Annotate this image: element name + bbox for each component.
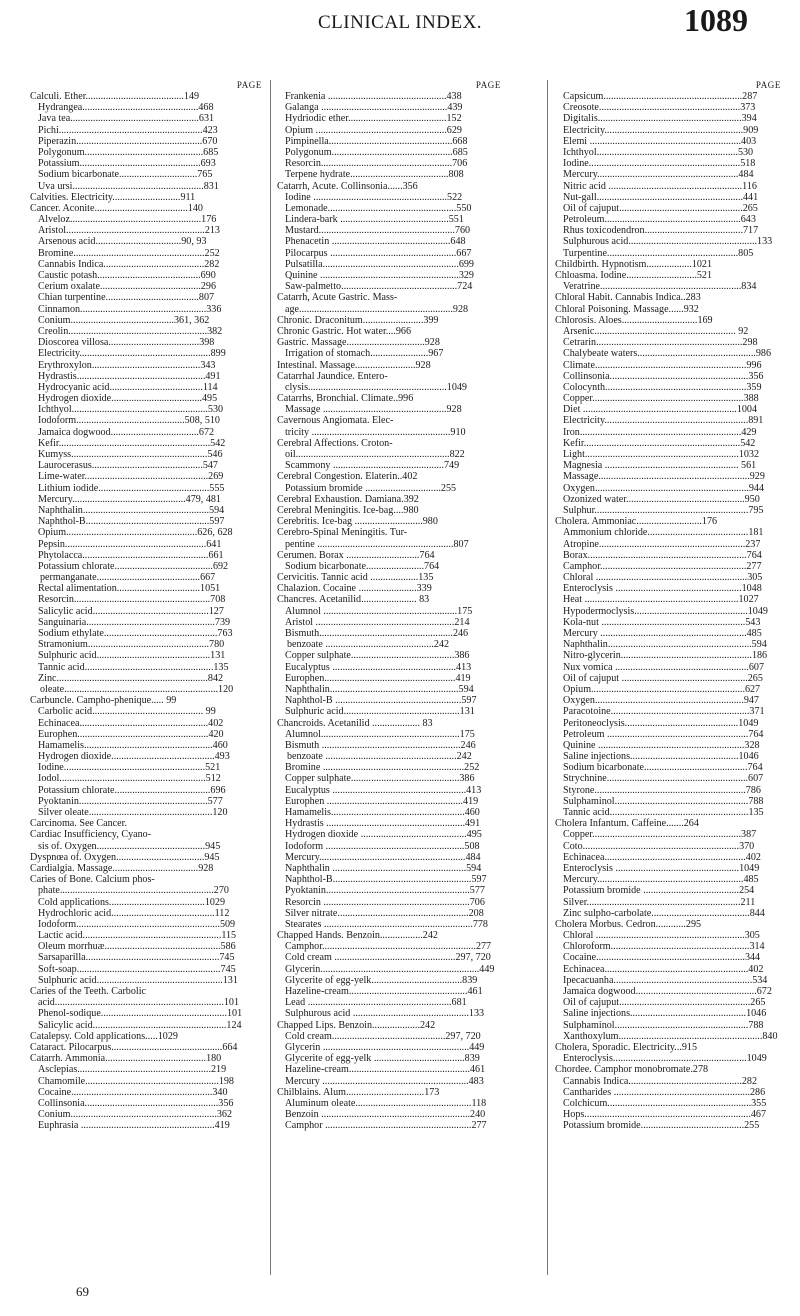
index-sub-entry: phate.............................................................270: [38, 885, 229, 897]
index-sub-entry: Pulsatilla......................................................699: [285, 258, 474, 270]
index-heading-entry: Catarrhal Jaundice. Entero-: [277, 370, 388, 382]
index-sub-entry: Copper sulphate.........................................386: [285, 650, 470, 662]
index-heading-entry: Dyspnœa of. Oxygen...................................945: [30, 851, 220, 863]
index-sub-entry: Nitro-glycerin....................................................186: [563, 650, 768, 662]
index-sub-entry: Galanga ..................................................439: [285, 102, 463, 114]
index-sub-entry: Camphor ..........................................................277: [285, 1120, 487, 1132]
index-sub-entry: Lime-water.................................................269: [38, 471, 224, 483]
index-sub-entry: Rhus toxicodendron.......................................717: [563, 225, 759, 237]
index-sub-entry: Digitalis.........................................................394: [563, 113, 757, 125]
index-sub-entry: Europhen ......................................................419: [285, 795, 479, 807]
index-sub-entry: Colocynth........................................................359: [563, 381, 762, 393]
index-sub-entry: age.............................................................928: [285, 303, 469, 315]
index-sub-entry: Camphor.............................................................277: [285, 941, 492, 953]
index-heading-entry: Chlorosis. Aloes..............................169: [555, 314, 713, 326]
index-sub-entry: Hydrangea..............................................468: [38, 102, 214, 114]
entry-list: [555, 91, 787, 1131]
index-sub-entry: oleate.............................................................120: [40, 683, 234, 695]
index-sub-entry: Arsenous acid..................................90, 93: [38, 236, 207, 248]
index-sub-entry: Hamamelis...................................................460: [38, 739, 228, 751]
index-sub-entry: Silver nitrate....................................................208: [285, 907, 484, 919]
index-sub-entry: Potassium bromide.........................................255: [563, 1120, 760, 1132]
index-sub-entry: Soft-soap.........................................................745: [38, 963, 236, 975]
index-sub-entry: Iodol..........................................................512: [38, 773, 221, 785]
index-sub-entry: Sulphuric acid.............................................131: [38, 650, 226, 662]
index-sub-entry: Hydrogen dioxide ..........................................495: [285, 829, 482, 841]
index-sub-entry: Polygonum................................................685: [285, 146, 468, 158]
index-sub-entry: Turpentine....................................................805: [563, 247, 754, 259]
index-sub-entry: Pichi.........................................................423: [38, 124, 218, 136]
index-sub-entry: Aluminum oleate..............................................118: [285, 1097, 487, 1109]
index-sub-entry: Alveloz....................................................176: [38, 214, 217, 226]
index-sub-entry: Mercury.............................................479, 481: [38, 493, 221, 505]
index-sub-entry: Iodine............................................................518: [563, 158, 756, 170]
index-sub-entry: Glycerite of egg-yelk....................................839: [285, 974, 478, 986]
index-heading-entry: Cardiac Insufficiency, Cyano-: [30, 829, 152, 841]
index-sub-entry: Electricity.........................................................891: [563, 415, 764, 427]
index-sub-entry: Saw-palmetto..............................................724: [285, 281, 473, 293]
index-heading-entry: Intestinal. Massage........................928: [277, 359, 431, 371]
index-heading-entry: Carcinoma. See Cancer.: [30, 818, 127, 830]
index-sub-entry: Camphor..........................................................277: [563, 560, 762, 572]
index-sub-entry: Naphthol-B ..................................................597: [285, 695, 477, 707]
page-number: 1089: [684, 2, 748, 38]
index-sub-entry: Silver oleate.................................................120: [38, 807, 228, 818]
index-sub-entry: Chloral ...........................................................305: [563, 930, 760, 942]
index-sub-entry: Tannic acid.......................................................135: [563, 807, 764, 818]
index-sub-entry: Sodium ethylate.............................................763: [38, 628, 233, 639]
index-sub-entry: Elemi ............................................................403: [563, 135, 757, 147]
index-sub-entry: benzoate ...........................................242: [287, 639, 450, 651]
index-sub-entry: Asclepias.....................................................219: [38, 1064, 227, 1076]
running-title: CLINICAL INDEX.: [318, 12, 483, 33]
index-sub-entry: Enteroclysis.....................................................1049: [563, 1053, 767, 1065]
index-sub-entry: Ichthyol......................................................530: [38, 404, 224, 416]
index-sub-entry: Strychnine........................................................607: [563, 773, 764, 785]
index-sub-entry: Dioscorea villosa....................................398: [38, 337, 215, 349]
page-column-label: PAGE: [755, 80, 781, 90]
index-sub-entry: Arsenic........................................................ 92: [563, 325, 749, 337]
index-heading-entry: Cancer. Aconite.....................................140: [30, 202, 203, 214]
index-sub-entry: Sulphaminol.....................................................788: [563, 1019, 764, 1031]
index-column-1: [30, 80, 268, 1131]
index-sub-entry: Massage .................................................928: [285, 404, 462, 416]
index-sub-entry: Frankenia ...............................................438: [285, 91, 462, 102]
entry-list: [30, 91, 268, 1131]
index-sub-entry: Pimpinella.................................................668: [285, 135, 468, 147]
index-heading-entry: Cavernous Angiomata. Elec-: [277, 415, 394, 427]
index-heading-entry: Cataract. Pilocarpus............................................664: [30, 1041, 238, 1053]
index-sub-entry: Hydrocyanic acid.....................................114: [38, 381, 218, 393]
index-sub-entry: Naphthalin.........................................................594: [563, 639, 767, 651]
index-sub-entry: Nitric acid .....................................................116: [563, 180, 757, 192]
index-sub-entry: Copper............................................................388: [563, 393, 759, 405]
index-sub-entry: Sanguinaria...................................................739: [38, 616, 231, 628]
index-sub-entry: Potassium................................................693: [38, 158, 216, 170]
index-sub-entry: Conium..........................................................362: [38, 1109, 233, 1121]
index-sub-entry: Naphthalin .....................................................594: [285, 862, 482, 874]
index-sub-entry: Potassium chlorate.......................................692: [38, 560, 229, 572]
index-sub-entry: Europhen....................................................420: [38, 728, 224, 740]
index-sub-entry: Enteroclysis ..................................................1048: [563, 583, 762, 595]
index-heading-entry: Cerebritis. Ice-bag ...........................980: [277, 516, 438, 528]
index-sub-entry: Polygonum...............................................685: [38, 146, 219, 158]
index-heading-entry: Chloasma. Iodine............................521: [555, 270, 713, 281]
index-sub-entry: Cantharides ......................................................286: [563, 1086, 766, 1098]
index-sub-entry: Rectal alimentation.................................1051: [38, 583, 221, 595]
index-sub-entry: Quinine ..........................................................328: [563, 739, 760, 751]
index-sub-entry: Chloroform.......................................................314: [563, 941, 765, 953]
index-heading-entry: Cholera, Sporadic. Electricity...915: [555, 1041, 698, 1053]
index-sub-entry: tricity .......................................................910: [285, 426, 466, 438]
index-sub-entry: Potassium chlorate......................................696: [38, 784, 226, 796]
index-sub-entry: Opium.............................................................627: [563, 683, 761, 695]
index-sub-entry: Sulphurous acid ..............................................133: [285, 1008, 485, 1020]
index-heading-entry: Carbuncle. Campho-phenique..... 99: [30, 695, 177, 707]
index-sub-entry: Kefir............................................................542: [38, 437, 226, 449]
index-heading-entry: Chronic Gastric. Hot water....966: [277, 325, 411, 337]
index-sub-entry: Hazeline-cream...............................................461: [285, 986, 483, 997]
index-sub-entry: Salicylic acid.....................................................124: [38, 1019, 242, 1031]
index-sub-entry: Resorcin......................................................708: [38, 594, 226, 606]
index-heading-entry: Cerumen. Borax .............................764: [277, 549, 435, 561]
index-heading-entry: Chapped Hands. Benzoin.................242: [277, 930, 438, 942]
index-heading-entry: Cervicitis. Tannic acid ...................135: [277, 572, 434, 584]
index-sub-entry: Petroleum......................................................643: [563, 214, 756, 226]
index-sub-entry: Sarsaparilla.....................................................745: [38, 952, 235, 964]
index-sub-entry: Cold applications......................................1029: [38, 896, 226, 908]
index-sub-entry: Bismuth.....................................................246: [285, 628, 469, 639]
index-sub-entry: Paracotoine.......................................................371: [563, 706, 765, 718]
index-sub-entry: Resorcin....................................................706: [285, 158, 468, 170]
index-sub-entry: Iodoform...........................................508, 510: [38, 415, 220, 427]
index-sub-entry: Sodium bicarbonate.......................764: [285, 560, 440, 572]
index-sub-entry: Bismuth .......................................................246: [285, 739, 476, 751]
index-heading-entry: Chapped Lips. Benzoin...................242: [277, 1019, 436, 1031]
index-sub-entry: Pyoktanin...................................................577: [38, 795, 223, 807]
index-sub-entry: Bromine ........................................................252: [285, 762, 480, 774]
index-sub-entry: Hydrastis .......................................................491: [285, 818, 481, 830]
index-sub-entry: Aristol .......................................................214: [285, 616, 470, 628]
index-sub-entry: Diet .............................................................1004: [563, 404, 758, 416]
index-heading-entry: Cholera. Ammoniac..........................176: [555, 516, 718, 528]
entry-list: [277, 91, 507, 1131]
index-sub-entry: Heat .............................................................1027: [563, 594, 759, 606]
index-sub-entry: Chian turpentine.....................................807: [38, 292, 215, 304]
page-column-label: PAGE: [475, 80, 501, 90]
index-sub-entry: Glycerite of egg-yelk ....................................839: [285, 1053, 480, 1065]
index-sub-entry: sis of. Oxygen...........................................945: [38, 840, 221, 852]
index-sub-entry: Jamaica dogwood...................................672: [38, 426, 215, 438]
index-sub-entry: Oil of cajuput.................................................265: [563, 202, 758, 214]
index-sub-entry: Eucalyptus .................................................413: [285, 661, 472, 673]
index-sub-entry: Light.............................................................1032: [563, 449, 759, 460]
index-sub-entry: Hops..................................................................467: [563, 1109, 766, 1121]
index-sub-entry: Stramonium................................................780: [38, 639, 225, 651]
index-heading-entry: Cerebral Exhaustion. Damiana.392: [277, 493, 419, 505]
index-sub-entry: Zinc sulpho-carbolate.......................................844: [563, 907, 765, 919]
index-sub-entry: Cocaine........................................................340: [38, 1086, 228, 1098]
index-sub-entry: Hydrastis...................................................491: [38, 370, 221, 382]
index-heading-entry: Calvities. Electricity...........................911: [30, 191, 196, 203]
index-heading-entry: Catarrh, Acute Gastric. Mass-: [277, 292, 398, 304]
index-sub-entry: Zinc............................................................842: [38, 672, 224, 684]
index-sub-entry: Sulphurous acid...................................................133: [563, 236, 773, 248]
index-sub-entry: Conium.........................................361, 362: [38, 314, 210, 326]
index-sub-entry: Oil of cajuput....................................................265: [563, 997, 766, 1009]
index-heading-entry: Caries of Bone. Calcium phos-: [30, 874, 155, 886]
index-sub-entry: Sodium bicarbonate.........................................764: [563, 762, 763, 774]
index-sub-entry: clysis.......................................................1049: [285, 381, 467, 393]
column-divider: [547, 80, 548, 1275]
index-sub-entry: Saline injections...........................................1046: [563, 751, 759, 763]
index-sub-entry: Electricity.......................................................909: [563, 124, 759, 136]
index-heading-entry: Calculi. Ether.......................................149: [30, 91, 200, 102]
index-sub-entry: Xanthoxylum.........................................................840: [563, 1030, 778, 1042]
index-sub-entry: Chalybeate waters...............................................986: [563, 348, 772, 360]
index-sub-entry: Borax...............................................................764: [563, 549, 762, 561]
index-sub-entry: Creolin.......................................................382: [38, 325, 223, 337]
index-sub-entry: Lactic acid.......................................................115: [38, 930, 237, 942]
index-sub-entry: Quinine .......................................................329: [285, 270, 474, 281]
index-sub-entry: Cold cream ................................................297, 720: [285, 952, 491, 964]
index-sub-entry: Phytolacca..................................................661: [38, 549, 224, 561]
index-sub-entry: Opium....................................................626, 628: [38, 527, 233, 539]
index-sub-entry: Iodoform .......................................................508: [285, 840, 480, 852]
index-sub-entry: Naphthol-B.................................................597: [38, 516, 225, 528]
index-heading-entry: Cardialgia. Massage..................................928: [30, 862, 214, 874]
index-sub-entry: Echinacea........................................................402: [563, 851, 761, 863]
index-sub-entry: Euphrasia .....................................................419: [38, 1120, 230, 1132]
index-sub-entry: benzoate ....................................................242: [287, 751, 472, 763]
index-sub-entry: Copper sulphate...........................................386: [285, 773, 475, 785]
index-sub-entry: Stearates ...........................................................778: [285, 918, 488, 930]
index-sub-entry: Cold cream.............................................297, 720: [285, 1030, 481, 1042]
index-sub-entry: Resorcin ..........................................................706: [285, 896, 485, 908]
index-sub-entry: Java tea...................................................631: [38, 113, 215, 125]
index-sub-entry: Nux vomica .....................................................607: [563, 661, 765, 673]
index-sub-entry: Pilocarpus ..................................................667: [285, 247, 472, 259]
index-sub-entry: Mercury........................................................484: [563, 169, 754, 181]
index-sub-entry: Massage............................................................929: [563, 471, 765, 483]
column-divider: [270, 80, 271, 1275]
page-header: [0, 2, 800, 38]
index-sub-entry: Oxygen.............................................................944: [563, 482, 765, 494]
index-heading-entry: Cholera Infantum. Caffeine.......264: [555, 818, 699, 830]
index-sub-entry: Erythroxylon...........................................343: [38, 359, 216, 371]
index-heading-entry: Chancroids. Acetanilid ................... 83: [277, 717, 433, 729]
index-sub-entry: Climate............................................................996: [563, 359, 762, 371]
index-sub-entry: Opium ....................................................629: [285, 124, 462, 136]
index-heading-entry: Chalazion. Cocaine .......................339: [277, 583, 432, 595]
index-sub-entry: Cinnamon..................................................336: [38, 303, 222, 315]
index-sub-entry: Oil of cajuput ..................................................265: [563, 672, 763, 684]
index-column-3: [555, 80, 787, 1131]
index-sub-entry: Coto..............................................................370: [563, 840, 755, 852]
index-sub-entry: Cannabis Indica........................................282: [38, 258, 220, 270]
index-sub-entry: Tannic acid...................................................135: [38, 661, 229, 673]
index-sub-entry: Irrigation of stomach.......................967: [285, 348, 444, 360]
index-sub-entry: Europhen....................................................419: [285, 672, 471, 684]
index-sub-entry: Cannabis Indica.............................................282: [563, 1075, 758, 1087]
index-sub-entry: Hazeline-cream................................................461: [285, 1064, 486, 1076]
index-sub-entry: Naphthalin...................................................594: [285, 683, 474, 695]
index-heading-entry: Chancres. Acetanilid...................... 83: [277, 594, 430, 606]
index-heading-entry: Chloral Habit. Cannabis Indica..283: [555, 292, 701, 304]
index-sub-entry: Sodium bicarbonate...............................765: [38, 169, 213, 181]
index-sub-entry: Enteroclysis .................................................1049: [563, 862, 760, 874]
index-sub-entry: Nut-gall..........................................................441: [563, 191, 759, 203]
index-sub-entry: Ammonium chloride........................................181: [563, 527, 764, 539]
index-sub-entry: Hydrogen dioxide....................................495: [38, 393, 218, 405]
index-heading-entry: Chilblains. Alum...............................173: [277, 1086, 440, 1098]
index-sub-entry: Glycerin...............................................................449: [285, 963, 495, 975]
index-sub-entry: Collinsonia.....................................................356: [38, 1097, 234, 1109]
page-column-label: PAGE: [236, 80, 262, 90]
index-sub-entry: Petroleum ........................................................764: [563, 728, 764, 740]
signature-mark: 69: [76, 1284, 89, 1299]
index-sub-entry: Collinsonia.......................................................356: [563, 370, 764, 382]
index-sub-entry: Eucalyptus .....................................................413: [285, 784, 482, 796]
index-sub-entry: Pepsin........................................................641: [38, 538, 222, 550]
index-sub-entry: Lead .........................................................681: [285, 997, 467, 1009]
index-sub-entry: oil.............................................................822: [285, 449, 465, 460]
index-heading-entry: Catarrh. Ammonia........................................180: [30, 1053, 222, 1065]
index-sub-entry: Potassium bromide ..............................255: [285, 482, 457, 494]
index-sub-entry: Echinacea...................................................402: [38, 717, 224, 729]
index-sub-entry: Lindera-bark ...........................................551: [285, 214, 464, 226]
index-sub-entry: Kefir..............................................................542: [563, 437, 756, 449]
index-sub-entry: Ozonized water...............................................950: [563, 493, 760, 505]
index-sub-entry: Carbolic acid............................................ 99: [38, 706, 216, 718]
index-sub-entry: Caustic potash.........................................690: [38, 270, 216, 281]
index-column-2: [277, 80, 507, 1131]
index-sub-entry: Chamomile.....................................................198: [38, 1075, 234, 1087]
index-sub-entry: Cerium oxalate........................................296: [38, 281, 217, 293]
index-sub-entry: Electricity....................................................899: [38, 348, 226, 360]
index-sub-entry: Silver.............................................................211: [563, 896, 756, 908]
index-sub-entry: Oxygen...........................................................947: [563, 695, 759, 707]
index-heading-entry: Chronic. Draconitum........................399: [277, 314, 439, 326]
index-sub-entry: Hypodermoclysis.............................................1049: [563, 605, 768, 617]
index-heading-entry: Caries of the Teeth. Carbolic: [30, 986, 146, 997]
index-sub-entry: Cetrarin..........................................................298: [563, 337, 758, 349]
index-sub-entry: Veratrine........................................................834: [563, 281, 757, 293]
index-heading-entry: Chordee. Camphor monobromate.278: [555, 1064, 709, 1076]
index-sub-entry: Sulphuric acid..............................................131: [285, 706, 475, 718]
index-sub-entry: Creosote........................................................373: [563, 102, 756, 114]
index-heading-entry: Catalepsy. Cold applications.....1029: [30, 1030, 178, 1042]
index-sub-entry: Hydrochloric acid.........................................112: [38, 907, 230, 919]
index-sub-entry: Pyoktanin.........................................................577: [285, 885, 485, 897]
index-sub-entry: Laurocerasus............................................547: [38, 460, 218, 472]
index-sub-entry: Salicylic acid..............................................127: [38, 605, 224, 617]
index-sub-entry: Sulphaminol.....................................................788: [563, 795, 764, 807]
index-sub-entry: Styrone............................................................786: [563, 784, 761, 796]
index-heading-entry: Cerebral Meningitis. Ice-bag....980: [277, 504, 419, 516]
index-sub-entry: pentine ......................................................807: [285, 538, 469, 550]
index-sub-entry: Iodoform.........................................................509: [38, 918, 236, 930]
index-sub-entry: Mercury ..........................................................485: [563, 628, 762, 639]
index-sub-entry: Magnesia ..................................................... 561: [563, 460, 757, 472]
index-sub-entry: Naphthalin..................................................594: [38, 504, 225, 516]
index-sub-entry: Kola-nut .........................................................543: [563, 616, 761, 628]
index-sub-entry: Aristol.......................................................213: [38, 225, 220, 237]
index-sub-entry: Chloral ............................................................305: [563, 572, 763, 584]
index-sub-entry: Hydriodic ether.......................................152: [285, 113, 462, 125]
index-sub-entry: Capsicum.......................................................287: [563, 91, 758, 102]
index-sub-entry: Oleum morrhuæ..............................................586: [38, 941, 236, 953]
index-sub-entry: acid...................................................................101: [38, 997, 240, 1009]
index-sub-entry: Mercury..........................................................485: [563, 874, 759, 886]
index-sub-entry: Benzoin ...........................................................240: [285, 1109, 486, 1121]
index-sub-entry: Ichthyol........................................................530: [563, 146, 754, 158]
index-sub-entry: Saline injections..............................................1046: [563, 1008, 767, 1020]
index-sub-entry: Terpene hydrate.......................................808: [285, 169, 464, 181]
index-sub-entry: Jamaica dogwood................................................672: [563, 986, 772, 997]
index-heading-entry: Catarrhs, Bronchial. Climate..996: [277, 393, 414, 405]
index-sub-entry: Lemonade...................................................550: [285, 202, 472, 214]
index-sub-entry: Lithium iodide............................................555: [38, 482, 225, 494]
index-heading-entry: Childbirth. Hypnotism..................1021: [555, 258, 713, 270]
index-sub-entry: Mercury..........................................................484: [285, 851, 481, 863]
index-sub-entry: Scammony ............................................749: [285, 460, 460, 472]
index-heading-entry: Cerebro-Spinal Meningitis. Tur-: [277, 527, 408, 539]
index-sub-entry: Copper...........................................................387: [563, 829, 757, 841]
index-sub-entry: Iodine........................................................521: [38, 762, 221, 774]
index-sub-entry: Uva ursi....................................................831: [38, 180, 219, 192]
index-sub-entry: Atropine..........................................................237: [563, 538, 761, 550]
index-sub-entry: Phenacetin ...............................................648: [285, 236, 466, 248]
index-sub-entry: Glycerin ..........................................................449: [285, 1041, 485, 1053]
index-sub-entry: Sulphuric acid..................................................131: [38, 974, 238, 986]
index-sub-entry: Piperazin..................................................670: [38, 135, 218, 147]
index-heading-entry: Cerebral Congestion. Elaterin..402: [277, 471, 418, 483]
index-sub-entry: Potassium bromide ......................................254: [563, 885, 755, 897]
index-sub-entry: Cocaine...........................................................344: [563, 952, 761, 964]
index-sub-entry: Ipecacuanha.......................................................534: [563, 974, 768, 986]
index-sub-entry: Alumnol .....................................................175: [285, 605, 473, 617]
index-heading-entry: Gastric. Massage...............................928: [277, 337, 440, 349]
index-heading-entry: Cholera Morbus. Cedron............295: [555, 918, 702, 930]
index-sub-entry: Echinacea.........................................................402: [563, 963, 764, 975]
index-sub-entry: Iron................................................................429: [563, 426, 757, 438]
index-sub-entry: Hydrogen dioxide.........................................493: [38, 751, 230, 763]
index-sub-entry: Sulphur.............................................................795: [563, 504, 764, 516]
index-sub-entry: Phenol-sodique..................................................101: [38, 1008, 243, 1020]
index-heading-entry: Catarrh, Acute. Collinsonia......356: [277, 180, 418, 192]
index-sub-entry: Bromine....................................................252: [38, 247, 220, 259]
index-heading-entry: Cerebral Affections. Croton-: [277, 437, 393, 449]
index-sub-entry: permanganate.........................................667: [40, 572, 216, 584]
index-sub-entry: Mustard......................................................760: [285, 225, 471, 237]
index-sub-entry: Kumyss......................................................546: [38, 449, 223, 460]
index-sub-entry: Colchicum.........................................................355: [563, 1097, 767, 1109]
index-sub-entry: Iodine .....................................................522: [285, 191, 463, 203]
index-heading-entry: Chloral Poisoning. Massage......932: [555, 303, 699, 315]
index-sub-entry: Hamamelis.....................................................460: [285, 807, 480, 818]
index-sub-entry: Alumnol.......................................................175: [285, 728, 475, 740]
index-sub-entry: Naphthol-B.......................................................597: [285, 874, 487, 886]
index-sub-entry: Peritoneoclysis.............................................1049: [563, 717, 759, 729]
index-sub-entry: Mercury ..........................................................483: [285, 1075, 484, 1087]
